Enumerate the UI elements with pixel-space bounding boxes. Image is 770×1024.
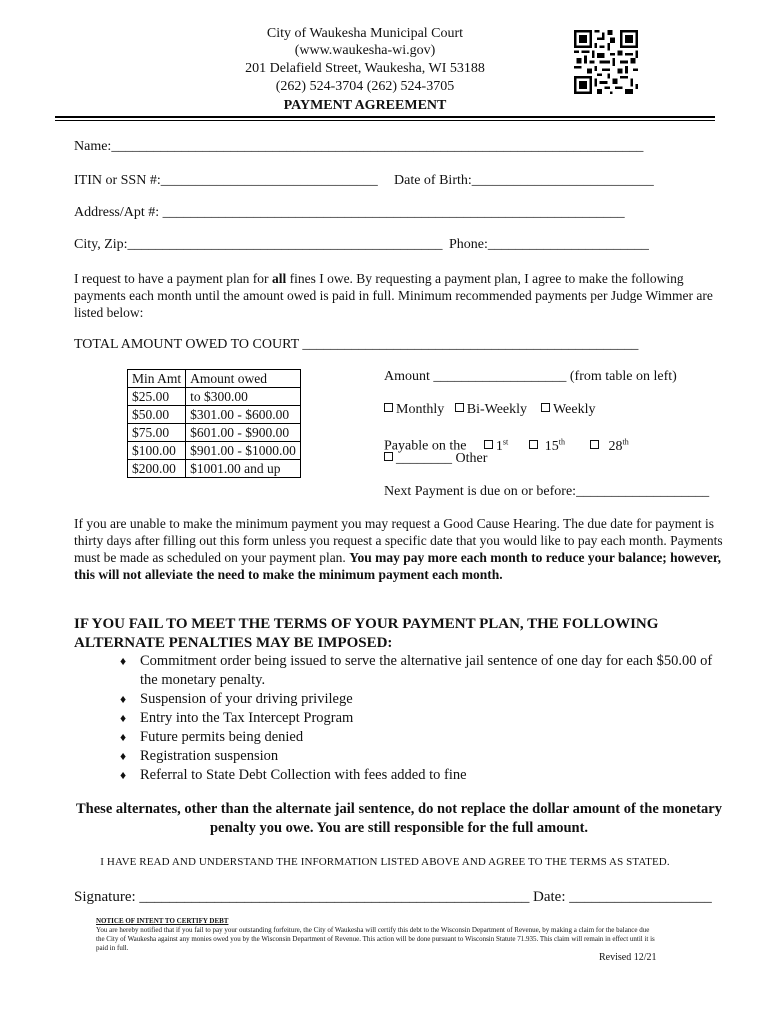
day-28-option[interactable] xyxy=(590,439,629,454)
table-cell: $901.00 - $1000.00 xyxy=(186,442,301,460)
table-cell: $100.00 xyxy=(128,442,186,460)
request-paragraph xyxy=(74,270,724,321)
table-cell: $75.00 xyxy=(128,424,186,442)
diamond-bullet-icon: ♦ xyxy=(120,730,127,744)
court-website: (www.waukesha-wi.gov) xyxy=(294,43,436,58)
total-owed-field[interactable]: TOTAL AMOUNT OWED TO COURT ________________________________________________ xyxy=(74,337,639,352)
diamond-bullet-icon: ♦ xyxy=(120,711,127,725)
payable-on-label: Payable on the xyxy=(384,438,467,454)
table-cell: $50.00 xyxy=(128,406,186,424)
court-phones: (262) 524-3704 (262) 524-3705 xyxy=(275,79,455,94)
table-cell: $25.00 xyxy=(128,388,186,406)
penalty-text: Future permits being denied xyxy=(140,729,304,745)
list-item xyxy=(120,747,730,766)
penalty-text: Commitment order being issued to serve the alternative jail sentence of one day for each $50.00 of the monetary penalty. xyxy=(140,653,713,688)
penalty-text: Entry into the Tax Intercept Program xyxy=(140,710,354,726)
hearing-emphasis: You may pay more each month to reduce your balance; however, this will not alleviate the need to make the minimum payment each month. xyxy=(74,550,722,582)
qr-code-icon xyxy=(574,30,638,94)
minimum-amount-table xyxy=(127,369,301,478)
weekly-label: Weekly xyxy=(553,402,596,417)
other-option[interactable] xyxy=(384,451,487,467)
revision-label: Revised 12/21 xyxy=(599,952,657,963)
frequency-options xyxy=(384,402,595,418)
penalty-heading: IF YOU FAIL TO MEET THE TERMS OF YOUR PAYMENT PLAN, THE FOLLOWING ALTERNATE PENALTIES MAY BE IMPOSED: xyxy=(74,616,659,651)
signature-field[interactable]: Signature: ____________________________________________________ xyxy=(74,889,530,905)
day-15-label: 15 xyxy=(544,438,559,454)
diamond-bullet-icon: ♦ xyxy=(120,692,127,706)
biweekly-label: Bi-Weekly xyxy=(466,402,528,417)
list-item xyxy=(120,652,730,690)
table-cell: $200.00 xyxy=(128,460,186,478)
penalty-text: Referral to State Debt Collection with fees added to fine xyxy=(140,767,467,783)
itin-ssn-field[interactable]: ITIN or SSN #:_______________________________ xyxy=(74,173,378,188)
list-item xyxy=(120,728,730,747)
table-header: Amount owed xyxy=(186,370,301,388)
day-28-suffix: th xyxy=(622,437,629,446)
monthly-label: Monthly xyxy=(396,402,445,417)
city-zip-field[interactable]: City, Zip:_____________________________________________ xyxy=(74,237,443,252)
table-header: Min Amt xyxy=(128,370,186,388)
day-15-suffix: th xyxy=(558,437,565,446)
other-checkbox[interactable] xyxy=(384,452,393,461)
table-cell: $1001.00 and up xyxy=(186,460,301,478)
request-text-rest: fines I owe. By requesting a payment plan, I agree to make the following payments each month until the amount owed is paid in full. Minimum recommended payments per Judge Wimmer are listed below: xyxy=(74,271,713,320)
table-row xyxy=(128,460,301,478)
table-row xyxy=(128,424,301,442)
table-row xyxy=(128,442,301,460)
hearing-paragraph xyxy=(74,515,724,583)
list-item xyxy=(120,690,730,709)
table-row xyxy=(128,406,301,424)
phone-field[interactable]: Phone:_______________________ xyxy=(449,237,649,252)
acknowledgement-statement: I HAVE READ AND UNDERSTAND THE INFORMATION LISTED ABOVE AND AGREE TO THE TERMS AS STATED. xyxy=(100,856,670,868)
monthly-checkbox[interactable] xyxy=(384,403,393,412)
request-emphasis: all xyxy=(271,271,287,286)
other-label: ________ Other xyxy=(396,451,488,466)
table-header-row xyxy=(128,370,301,388)
biweekly-checkbox[interactable] xyxy=(455,403,464,412)
day-28-label: 28 xyxy=(608,438,623,454)
diamond-bullet-icon: ♦ xyxy=(120,749,127,763)
notice-block xyxy=(96,917,656,953)
page-title: PAYMENT AGREEMENT xyxy=(283,98,447,113)
header-rule-thin xyxy=(55,120,715,121)
monthly-option[interactable] xyxy=(384,402,444,417)
day-1-checkbox[interactable] xyxy=(484,440,493,449)
table-cell: $601.00 - $900.00 xyxy=(186,424,301,442)
list-item xyxy=(120,709,730,728)
alternates-statement: These alternates, other than the alternate jail sentence, do not replace the dollar amount of the monetary penalty you owe. You are still responsible for the full amount. xyxy=(76,801,722,836)
request-text: I request to have a payment plan for xyxy=(74,271,272,286)
header-rule xyxy=(55,116,715,118)
day-1-label: 1 xyxy=(495,438,503,454)
date-field[interactable]: Date: ___________________ xyxy=(533,889,712,905)
weekly-checkbox[interactable] xyxy=(541,403,550,412)
day-28-checkbox[interactable] xyxy=(590,440,599,449)
day-1-option[interactable] xyxy=(484,439,508,454)
penalty-list xyxy=(120,652,730,785)
day-1-suffix: st xyxy=(502,437,509,446)
day-15-option[interactable] xyxy=(529,439,565,454)
diamond-bullet-icon: ♦ xyxy=(120,654,127,668)
notice-title: NOTICE OF INTENT TO CERTIFY DEBT xyxy=(96,917,229,925)
list-item xyxy=(120,766,730,785)
address-field[interactable]: Address/Apt #: __________________________________________________________________ xyxy=(74,205,625,220)
table-cell: to $300.00 xyxy=(186,388,301,406)
penalty-text: Suspension of your driving privilege xyxy=(140,691,353,707)
court-address: 201 Delafield Street, Waukesha, WI 53188 xyxy=(245,61,485,76)
biweekly-option[interactable] xyxy=(455,402,527,417)
table-cell: $301.00 - $600.00 xyxy=(186,406,301,424)
name-field[interactable]: Name:____________________________________________________________________________ xyxy=(74,139,644,154)
diamond-bullet-icon: ♦ xyxy=(120,768,127,782)
notice-text: You are hereby notified that if you fail to pay your outstanding forfeiture, the City of Waukesha will certify this debt to the Wisconsin Department of Revenue, by making a claim for the balance due the City of Waukesha against any monies owed you by the Wisconsin Department of Revenue. This action will be done pursuant to Wisconsin Statute 71.935. This claim will remain in effect until it is paid in full. xyxy=(96,926,655,952)
next-payment-field[interactable]: Next Payment is due on or before:___________________ xyxy=(384,484,710,499)
penalty-text: Registration suspension xyxy=(140,748,279,764)
day-15-checkbox[interactable] xyxy=(529,440,538,449)
weekly-option[interactable] xyxy=(541,402,595,417)
court-name: City of Waukesha Municipal Court xyxy=(266,26,464,41)
hearing-text: If you are unable to make the minimum payment you may request a Good Cause Hearing. The due date for payment is thirty days after filling out this form unless you request a specific date that you would like to pay each month. Payments must be made as scheduled on your payment plan. xyxy=(74,516,723,565)
date-of-birth-field[interactable]: Date of Birth:__________________________ xyxy=(394,173,654,188)
table-row xyxy=(128,388,301,406)
amount-field[interactable]: Amount ___________________ (from table on left) xyxy=(384,369,677,384)
